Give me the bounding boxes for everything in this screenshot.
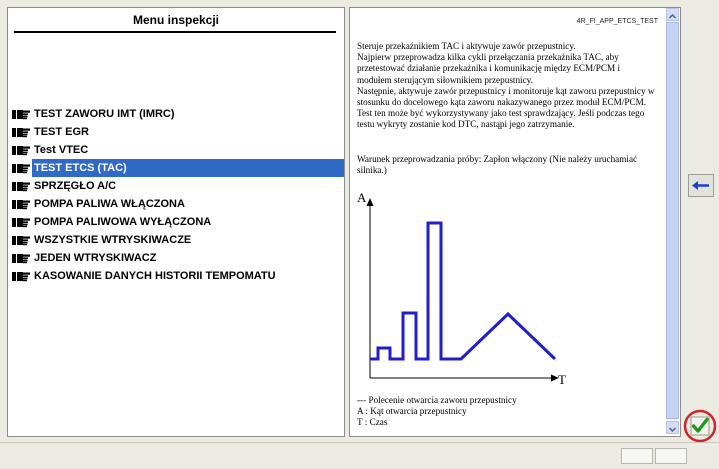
y-axis-label: A [357, 190, 367, 205]
title-divider [14, 31, 336, 33]
x-axis-label: T [558, 372, 566, 386]
description-scrollbar[interactable] [666, 8, 679, 434]
pointing-hand-icon [12, 217, 31, 228]
status-cell [655, 448, 687, 464]
scroll-down-button[interactable] [666, 421, 679, 434]
test-condition: Warunek przeprowadzania próby: Zapłon włączony (Nie należy uruchamiać silnika.) [357, 154, 638, 176]
description-paragraph: Najpierw przeprowadza kilka cykli przełączania przekaźnika TAC, aby przetestować działanie przekaźnika i komunikację między ECM/PCM i modułem sterującym siłownikiem przepustnicy. [357, 52, 621, 85]
status-cell [621, 448, 653, 464]
menu-item[interactable] [12, 141, 344, 159]
document-code: 4R_FI_APP_ETCS_TEST [576, 18, 658, 25]
menu-item[interactable] [12, 105, 344, 123]
menu-item[interactable] [12, 249, 344, 267]
menu-item[interactable] [12, 195, 344, 213]
status-bar [0, 442, 719, 469]
pointing-hand-icon [12, 235, 31, 246]
menu-item[interactable] [12, 177, 344, 195]
throttle-command-diagram [356, 186, 586, 386]
menu-item-label: POMPA PALIWA WŁĄCZONA [34, 198, 185, 210]
menu-item[interactable] [12, 231, 344, 249]
left-arrow-icon [689, 175, 713, 196]
y-axis-arrow [367, 198, 374, 206]
menu-item-label: TEST ZAWORU IMT (IMRC) [34, 108, 175, 120]
chevron-down-icon [667, 424, 678, 435]
throttle-command-line [370, 223, 555, 359]
chevron-up-icon [667, 11, 678, 22]
menu-item[interactable] [12, 123, 344, 141]
confirm-button[interactable] [683, 409, 717, 443]
pointing-hand-icon [12, 109, 31, 120]
menu-item[interactable] [12, 159, 344, 177]
pointing-hand-icon [12, 181, 31, 192]
menu-item-label: WSZYSTKIE WTRYSKIWACZE [34, 234, 192, 246]
inspection-menu-panel [7, 7, 345, 437]
legend-line: T : Czas [357, 417, 388, 428]
back-button[interactable] [688, 174, 714, 197]
menu-title: Menu inspekcji [132, 13, 220, 27]
legend-line: --- Polecenie otwarcia zaworu przepustnicy [357, 395, 517, 405]
pointing-hand-icon [12, 253, 31, 264]
menu-item-label: TEST ETCS (TAC) [32, 159, 344, 177]
description-text [357, 41, 657, 131]
menu-item-label: JEDEN WTRYSKIWACZ [34, 252, 157, 264]
menu-item[interactable] [12, 267, 344, 285]
inspection-menu-list [12, 105, 344, 285]
pointing-hand-icon [12, 163, 31, 174]
scroll-thumb[interactable] [666, 22, 679, 419]
pointing-hand-icon [12, 271, 31, 282]
pointing-hand-icon [12, 127, 31, 138]
menu-item-label: KASOWANIE DANYCH HISTORII TEMPOMATU [34, 270, 276, 282]
description-paragraph: Następnie, aktywuje zawór przepustnicy i monitoruje kąt zaworu przepustnicy w stosunku do docelowego kąta zaworu nakazywanego przez moduł ECM/PCM. Test ten może być wykorzystywany jako test sprawdzający. Jeśli podczas tego testu wykryty zostanie kod DTC, nastąpi jego zatrzymanie. [357, 85, 655, 130]
pointing-hand-icon [12, 145, 31, 156]
checkmark-icon [683, 409, 717, 443]
window-frame [0, 0, 719, 6]
menu-item-label: TEST EGR [34, 126, 90, 138]
scroll-up-button[interactable] [666, 8, 679, 21]
menu-item-label: POMPA PALIWOWA WYŁĄCZONA [34, 216, 212, 228]
pointing-hand-icon [12, 199, 31, 210]
menu-item[interactable] [12, 213, 344, 231]
menu-item-label: SPRZĘGŁO A/C [34, 180, 117, 192]
description-panel [349, 7, 681, 437]
diagram-legend [357, 395, 657, 429]
legend-line: A : Kąt otwarcia przepustnicy [357, 406, 467, 417]
menu-item-label: Test VTEC [34, 144, 89, 156]
description-paragraph: Steruje przekaźnikiem TAC i aktywuje zawór przepustnicy. [357, 41, 576, 51]
